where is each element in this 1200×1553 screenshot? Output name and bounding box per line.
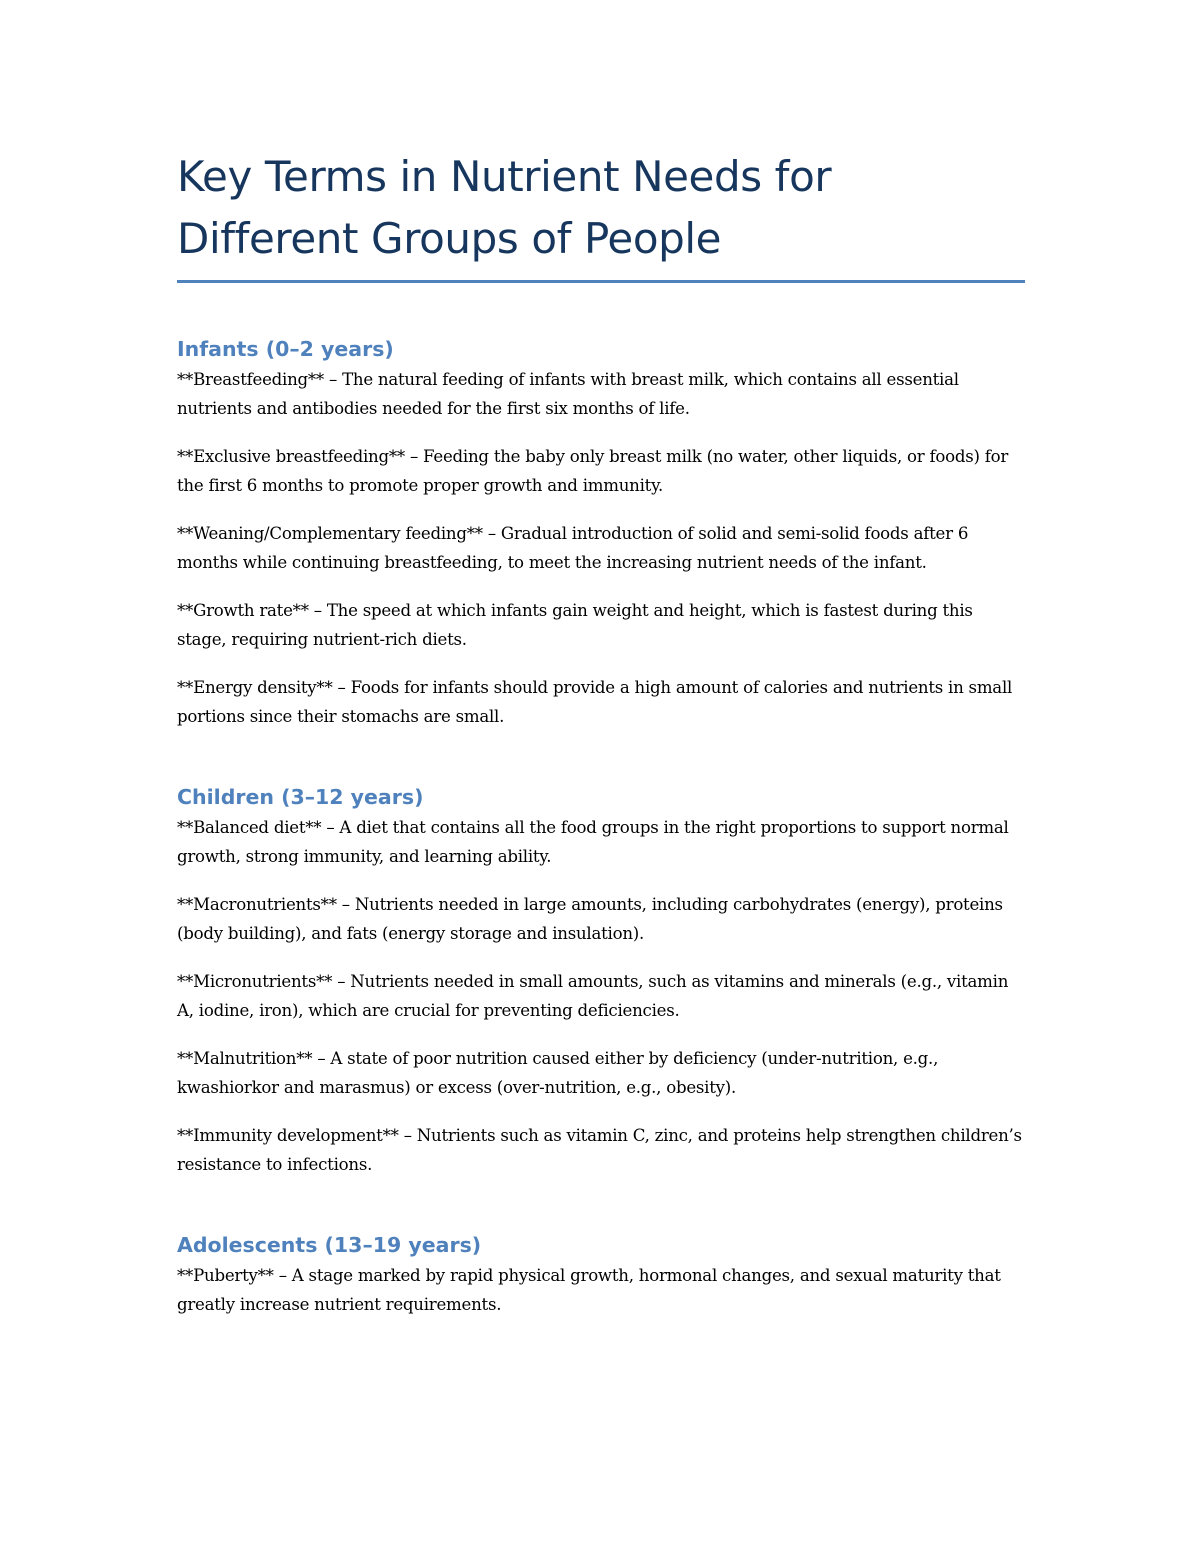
- document-title: Key Terms in Nutrient Needs for Different Groups of People: [177, 152, 832, 263]
- term-puberty: **Puberty** – A stage marked by rapid physical growth, hormonal changes, and sexual maturity that greatly increase nutrient requirements.: [177, 1266, 1001, 1314]
- term-micronutrients: **Micronutrients** – Nutrients needed in small amounts, such as vitamins and minerals (e.g., vitamin A, iodine, iron), which are crucial for preventing deficiencies.: [177, 972, 1009, 1020]
- document-page: [177, 146, 1025, 1319]
- term-macronutrients: **Macronutrients** – Nutrients needed in large amounts, including carbohydrates (energy), proteins (body building), and fats (energy storage and insulation).: [177, 895, 1003, 943]
- term-breastfeeding: **Breastfeeding** – The natural feeding of infants with breast milk, which contains all essential nutrients and antibodies needed for the first six months of life.: [177, 370, 959, 418]
- section-infants: [177, 334, 1025, 731]
- section-heading-adolescents: Adolescents (13–19 years): [177, 1233, 482, 1257]
- term-exclusive-breastfeeding: **Exclusive breastfeeding** – Feeding the baby only breast milk (no water, other liquids, or foods) for the first 6 months to promote proper growth and immunity.: [177, 447, 1009, 495]
- section-heading-infants: Infants (0–2 years): [177, 337, 394, 361]
- term-growth-rate: **Growth rate** – The speed at which infants gain weight and height, which is fastest during this stage, requiring nutrient-rich diets.: [177, 601, 973, 649]
- section-children: [177, 782, 1025, 1179]
- section-adolescents: [177, 1230, 1025, 1319]
- term-weaning: **Weaning/Complementary feeding** – Gradual introduction of solid and semi-solid foods after 6 months while continuing breastfeeding, to meet the increasing nutrient needs of the infant.: [177, 524, 969, 572]
- term-immunity-development: **Immunity development** – Nutrients such as vitamin C, zinc, and proteins help strengthen children’s resistance to infections.: [177, 1126, 1022, 1174]
- title-underline-rule: [177, 280, 1025, 283]
- term-malnutrition: **Malnutrition** – A state of poor nutrition caused either by deficiency (under-nutrition, e.g., kwashiorkor and marasmus) or excess (over-nutrition, e.g., obesity).: [177, 1049, 939, 1097]
- term-balanced-diet: **Balanced diet** – A diet that contains all the food groups in the right proportions to support normal growth, strong immunity, and learning ability.: [177, 818, 1009, 866]
- section-heading-children: Children (3–12 years): [177, 785, 424, 809]
- term-energy-density: **Energy density** – Foods for infants should provide a high amount of calories and nutrients in small portions since their stomachs are small.: [177, 678, 1013, 726]
